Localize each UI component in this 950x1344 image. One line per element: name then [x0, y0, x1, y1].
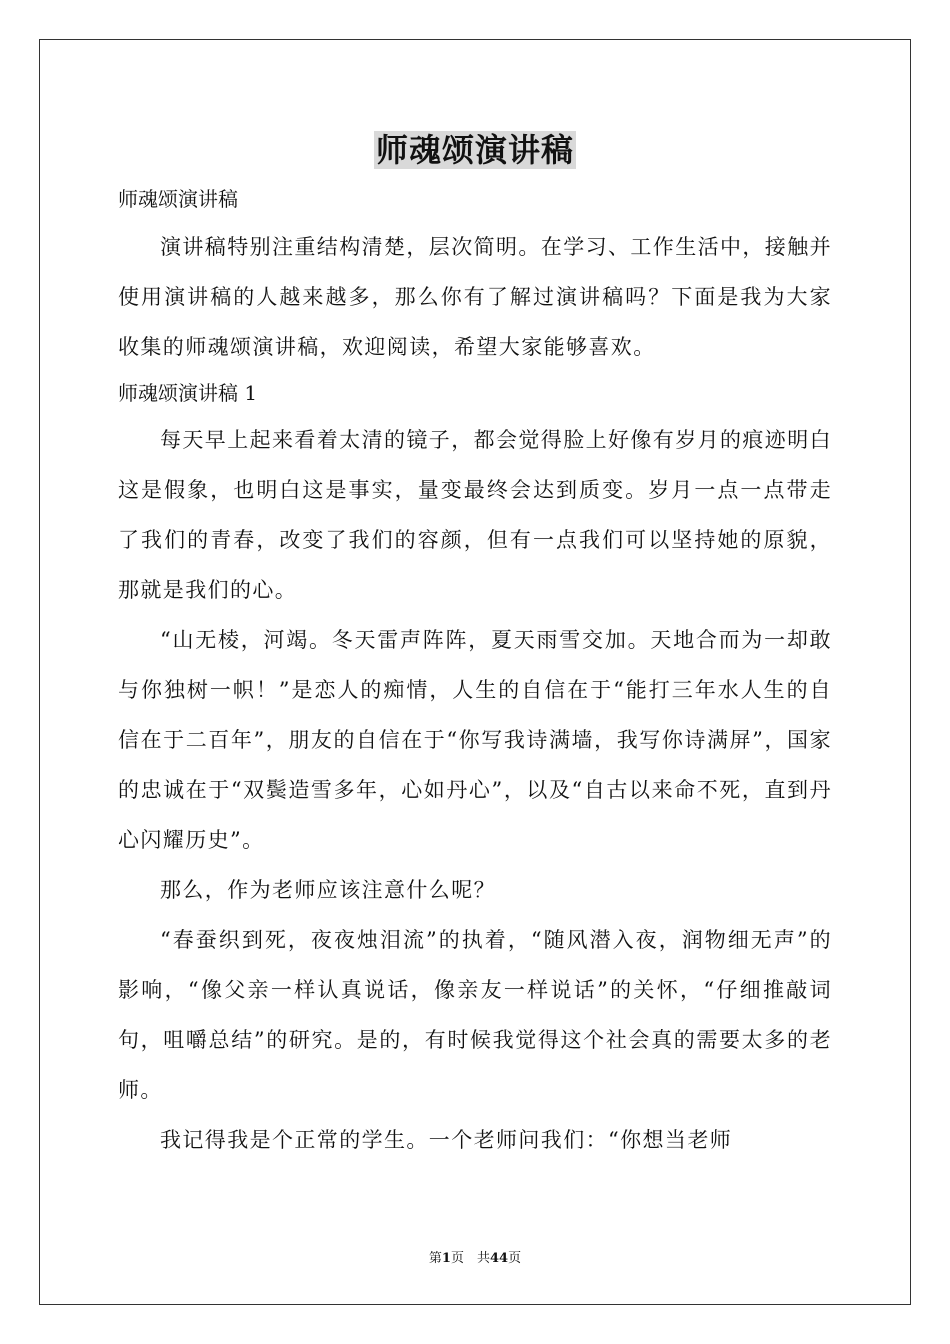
body-paragraph: “山无棱，河竭。冬天雷声阵阵，夏天雨雪交加。天地合而为一却敢与你独树一帜！”是恋人的痴情，人生的自信在于“能打三年水人生的自信在于二百年”，朋友的自信在于“你写我诗满墙，我写你诗满屏”，国家的忠诚在于“双鬓造雪多年，心如丹心”，以及“自古以来命不死，直到丹心闪耀历史”。 — [118, 628, 832, 852]
section-heading: 师魂颂演讲稿 1 — [118, 381, 258, 405]
body-paragraph: 每天早上起来看着太清的镜子，都会觉得脸上好像有岁月的痕迹明白这是假象，也明白这是事实，量变最终会达到质变。岁月一点一点带走了我们的青春，改变了我们的容颜，但有一点我们可以坚持她的原貌，那就是我们的心。 — [118, 428, 832, 602]
page-total: 44 — [489, 1251, 509, 1266]
page-footer — [0, 1247, 950, 1266]
footer-mid: 页 共 — [450, 1251, 490, 1266]
body-paragraph: 我记得我是个正常的学生。一个老师问我们：“你想当老师 — [160, 1128, 733, 1152]
footer-suffix: 页 — [508, 1251, 522, 1266]
document-title: 师魂颂演讲稿 — [375, 131, 574, 169]
document-subtitle: 师魂颂演讲稿 — [118, 187, 238, 211]
page-number: 1 — [441, 1251, 451, 1266]
footer-prefix: 第 — [428, 1251, 442, 1266]
body-paragraph: “春蚕织到死，夜夜烛泪流”的执着，“随风潜入夜，润物细无声”的影响，“像父亲一样认真说话，像亲友一样说话”的关怀，“仔细推敲词句，咀嚼总结”的研究。是的，有时候我觉得这个社会真的需要太多的老师。 — [118, 928, 832, 1102]
body-paragraph: 那么，作为老师应该注意什么呢？ — [160, 878, 496, 902]
document-title-wrap — [0, 128, 950, 172]
intro-paragraph: 演讲稿特别注重结构清楚，层次简明。在学习、工作生活中，接触并使用演讲稿的人越来越多，那么你有了解过演讲稿吗？下面是我为大家收集的师魂颂演讲稿，欢迎阅读，希望大家能够喜欢。 — [118, 235, 832, 359]
document-body — [118, 180, 832, 1165]
